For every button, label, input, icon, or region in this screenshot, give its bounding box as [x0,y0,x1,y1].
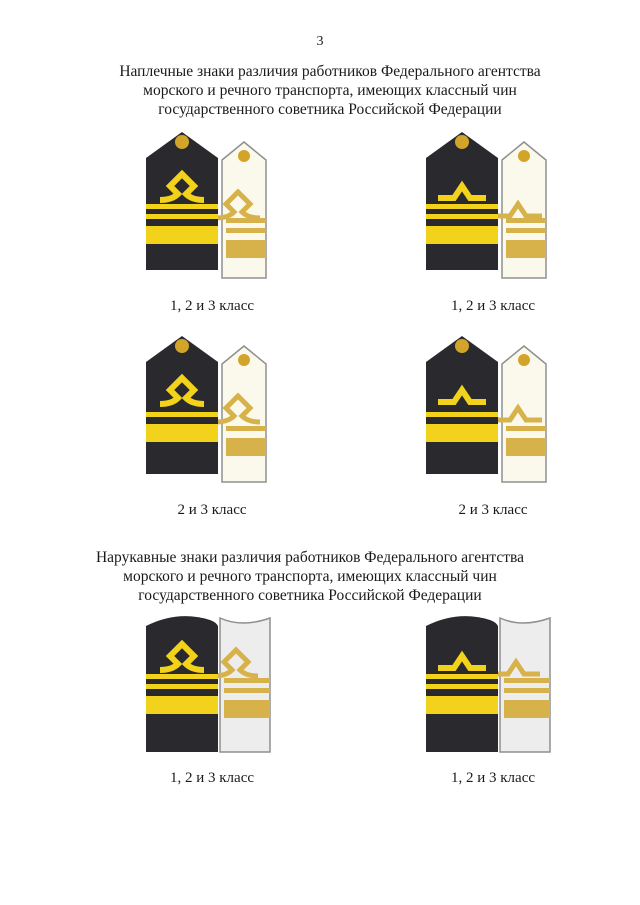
shoulder-board-pair [142,130,282,280]
board-button [455,339,469,353]
black-sleeve-patch [426,616,498,752]
heading-line: морского и речного транспорта, имеющих классный чин [123,568,497,585]
white-shoulder-board [216,346,266,482]
sleeve-insignia-heading [40,548,580,605]
badge-caption: 1, 2 и 3 класс [450,770,536,786]
thin-stripe [504,688,550,693]
thin-stripe [146,214,218,219]
thin-stripe [146,412,218,417]
wide-stripe [224,700,270,718]
thin-stripe [426,684,498,689]
thin-stripe [146,674,218,679]
board-button [238,354,250,366]
white-shoulder-board [216,142,266,278]
board-button [238,150,250,162]
wide-stripe [504,700,550,718]
sleeve-insignia-pair [422,612,562,762]
thin-stripe [226,228,266,233]
heading-line: Наплечные знаки различия работников Федерального агентства [119,63,541,80]
thin-stripe [506,228,546,233]
thin-stripe [504,678,550,683]
white-sleeve-patch [214,618,270,752]
heading-line: государственного советника Российской Федерации [138,587,482,604]
wide-stripe [506,438,546,456]
thin-stripe [226,426,266,431]
board-button [175,339,189,353]
wide-stripe [426,226,498,244]
thin-stripe [506,426,546,431]
white-sleeve-patch [492,618,550,752]
thin-stripe [426,204,498,209]
black-shoulder-board [426,132,498,270]
shoulder-board-pair [142,334,282,484]
board-button [518,354,530,366]
wide-stripe [226,240,266,258]
black-shoulder-board [146,336,218,474]
badge-caption: 2 и 3 класс [458,502,528,518]
badge-caption: 1, 2 и 3 класс [169,298,255,314]
badge-caption: 1, 2 и 3 класс [169,770,255,786]
heading-line: государственного советника Российской Федерации [158,101,502,118]
page-number: 3 [316,34,324,49]
board-button [175,135,189,149]
heading-line: морского и речного транспорта, имеющих классный чин [143,82,517,99]
white-shoulder-board [494,346,546,482]
thin-stripe [426,412,498,417]
black-shoulder-board [426,336,498,474]
badge-caption: 1, 2 и 3 класс [450,298,536,314]
black-shoulder-board [146,132,218,270]
board-button [455,135,469,149]
thin-stripe [224,688,270,693]
sleeve-insignia-pair [142,612,282,762]
shoulder-boards-heading [60,62,600,119]
thin-stripe [426,674,498,679]
wide-stripe [426,696,498,714]
badge-caption: 2 и 3 класс [177,502,247,518]
thin-stripe [224,678,270,683]
shoulder-board-pair [422,334,562,484]
wide-stripe [506,240,546,258]
heading-line: Нарукавные знаки различия работников Федерального агентства [95,549,525,566]
thin-stripe [506,218,546,223]
wide-stripe [146,696,218,714]
thin-stripe [146,684,218,689]
board-button [518,150,530,162]
wide-stripe [426,424,498,442]
white-shoulder-board [494,142,546,278]
wide-stripe [146,226,218,244]
wide-stripe [226,438,266,456]
thin-stripe [426,214,498,219]
shoulder-board-pair [422,130,562,280]
black-sleeve-patch [146,616,218,752]
thin-stripe [146,204,218,209]
wide-stripe [146,424,218,442]
